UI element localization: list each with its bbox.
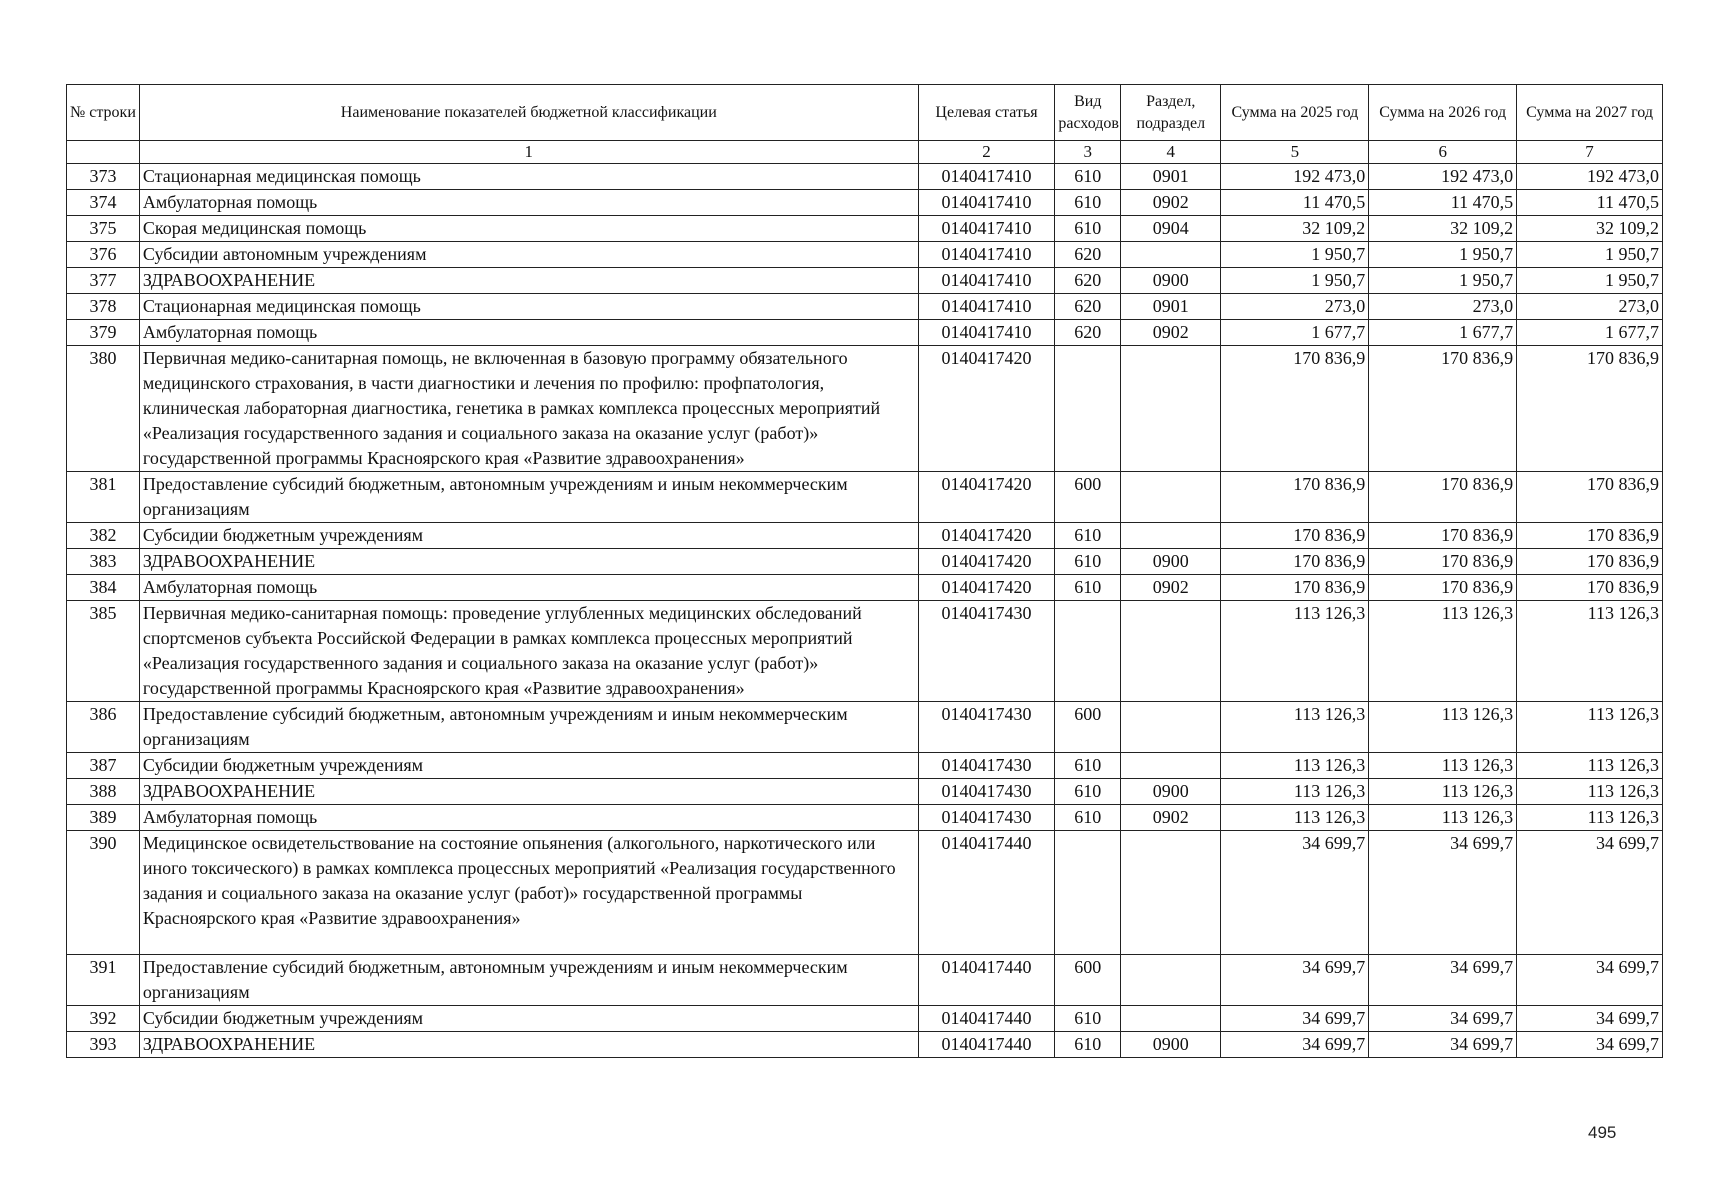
row-expense-type: 610: [1055, 523, 1121, 549]
table-row: [67, 779, 1663, 805]
row-sum-2025: 273,0: [1221, 294, 1369, 320]
row-target-article: 0140417430: [918, 702, 1055, 753]
row-sum-2026: 113 126,3: [1369, 805, 1517, 831]
row-sum-2025: 113 126,3: [1221, 753, 1369, 779]
row-name: ЗДРАВООХРАНЕНИЕ: [139, 549, 918, 575]
row-target-article: 0140417420: [918, 575, 1055, 601]
row-number: 384: [67, 575, 140, 601]
table-row: [67, 216, 1663, 242]
budget-table: [66, 84, 1663, 1058]
row-expense-type: 610: [1055, 549, 1121, 575]
row-section: [1121, 702, 1221, 753]
row-section: 0901: [1121, 164, 1221, 190]
row-section: 0900: [1121, 549, 1221, 575]
header-section: Раздел, подраздел: [1121, 85, 1221, 141]
row-section: [1121, 242, 1221, 268]
row-expense-type: 600: [1055, 702, 1121, 753]
row-sum-2026: 34 699,7: [1369, 955, 1517, 1006]
row-name: Субсидии бюджетным учреждениям: [139, 1006, 918, 1032]
row-sum-2027: 11 470,5: [1517, 190, 1663, 216]
row-sum-2025: 1 677,7: [1221, 320, 1369, 346]
row-sum-2026: 113 126,3: [1369, 779, 1517, 805]
column-number: 5: [1221, 141, 1369, 164]
row-number: 381: [67, 472, 140, 523]
row-section: [1121, 601, 1221, 702]
row-number: 375: [67, 216, 140, 242]
row-expense-type: 620: [1055, 320, 1121, 346]
row-target-article: 0140417410: [918, 216, 1055, 242]
row-expense-type: 610: [1055, 1032, 1121, 1058]
row-sum-2027: 34 699,7: [1517, 1032, 1663, 1058]
row-sum-2025: 34 699,7: [1221, 831, 1369, 955]
row-number: 374: [67, 190, 140, 216]
page-number: 495: [1588, 1123, 1617, 1142]
row-target-article: 0140417430: [918, 753, 1055, 779]
row-sum-2027: 1 950,7: [1517, 268, 1663, 294]
row-sum-2026: 113 126,3: [1369, 753, 1517, 779]
row-number: 382: [67, 523, 140, 549]
row-sum-2026: 11 470,5: [1369, 190, 1517, 216]
row-number: 385: [67, 601, 140, 702]
row-expense-type: 610: [1055, 190, 1121, 216]
table-row: [67, 268, 1663, 294]
table-row: [67, 1032, 1663, 1058]
row-sum-2026: 192 473,0: [1369, 164, 1517, 190]
row-name: Стационарная медицинская помощь: [139, 164, 918, 190]
row-sum-2027: 192 473,0: [1517, 164, 1663, 190]
row-target-article: 0140417440: [918, 1032, 1055, 1058]
header-sum-2026: Сумма на 2026 год: [1369, 85, 1517, 141]
header-expense-type: Вид расходов: [1055, 85, 1121, 141]
row-name: Амбулаторная помощь: [139, 805, 918, 831]
column-number: 2: [918, 141, 1055, 164]
row-name: ЗДРАВООХРАНЕНИЕ: [139, 1032, 918, 1058]
table-row: [67, 831, 1663, 955]
row-section: 0902: [1121, 805, 1221, 831]
table-row: [67, 294, 1663, 320]
row-sum-2025: 170 836,9: [1221, 523, 1369, 549]
row-section: 0901: [1121, 294, 1221, 320]
row-sum-2026: 170 836,9: [1369, 549, 1517, 575]
row-number: 377: [67, 268, 140, 294]
row-name: Субсидии бюджетным учреждениям: [139, 753, 918, 779]
row-sum-2025: 32 109,2: [1221, 216, 1369, 242]
table-row: [67, 805, 1663, 831]
row-expense-type: 610: [1055, 753, 1121, 779]
row-sum-2025: 113 126,3: [1221, 805, 1369, 831]
row-sum-2025: 113 126,3: [1221, 702, 1369, 753]
row-number: 376: [67, 242, 140, 268]
row-sum-2027: 113 126,3: [1517, 753, 1663, 779]
row-sum-2027: 170 836,9: [1517, 523, 1663, 549]
row-section: [1121, 523, 1221, 549]
row-target-article: 0140417420: [918, 472, 1055, 523]
row-sum-2025: 1 950,7: [1221, 242, 1369, 268]
table-row: [67, 190, 1663, 216]
row-name: Скорая медицинская помощь: [139, 216, 918, 242]
row-sum-2026: 273,0: [1369, 294, 1517, 320]
table-row: [67, 346, 1663, 472]
row-name: Субсидии бюджетным учреждениям: [139, 523, 918, 549]
row-number: 383: [67, 549, 140, 575]
row-number: 386: [67, 702, 140, 753]
row-sum-2026: 1 677,7: [1369, 320, 1517, 346]
row-target-article: 0140417410: [918, 242, 1055, 268]
row-name: Субсидии автономным учреждениям: [139, 242, 918, 268]
row-target-article: 0140417420: [918, 549, 1055, 575]
row-expense-type: 620: [1055, 242, 1121, 268]
header-sum-2025: Сумма на 2025 год: [1221, 85, 1369, 141]
row-name: Предоставление субсидий бюджетным, автономным учреждениям и иным некоммерческим организациям: [139, 955, 918, 1006]
column-number: 7: [1517, 141, 1663, 164]
row-sum-2025: 170 836,9: [1221, 346, 1369, 472]
table-row: [67, 601, 1663, 702]
row-expense-type: 610: [1055, 779, 1121, 805]
row-sum-2026: 170 836,9: [1369, 523, 1517, 549]
row-sum-2027: 113 126,3: [1517, 702, 1663, 753]
row-section: [1121, 831, 1221, 955]
row-number: 380: [67, 346, 140, 472]
row-target-article: 0140417430: [918, 601, 1055, 702]
row-sum-2025: 11 470,5: [1221, 190, 1369, 216]
header-name: Наименование показателей бюджетной классификации: [139, 85, 918, 141]
row-number: 373: [67, 164, 140, 190]
row-expense-type: [1055, 831, 1121, 955]
row-name: ЗДРАВООХРАНЕНИЕ: [139, 268, 918, 294]
row-expense-type: 610: [1055, 164, 1121, 190]
column-number: 1: [139, 141, 918, 164]
row-sum-2027: 113 126,3: [1517, 805, 1663, 831]
row-sum-2027: 170 836,9: [1517, 575, 1663, 601]
row-section: [1121, 955, 1221, 1006]
column-number: 6: [1369, 141, 1517, 164]
row-sum-2027: 170 836,9: [1517, 549, 1663, 575]
table-row: [67, 320, 1663, 346]
column-number-blank: [67, 141, 140, 164]
row-section: 0904: [1121, 216, 1221, 242]
row-sum-2026: 1 950,7: [1369, 268, 1517, 294]
table-row: [67, 1006, 1663, 1032]
row-name: ЗДРАВООХРАНЕНИЕ: [139, 779, 918, 805]
row-name: Предоставление субсидий бюджетным, автономным учреждениям и иным некоммерческим организациям: [139, 702, 918, 753]
row-sum-2027: 113 126,3: [1517, 779, 1663, 805]
row-expense-type: 600: [1055, 955, 1121, 1006]
budget-document-page: [66, 84, 1663, 1058]
row-section: 0900: [1121, 1032, 1221, 1058]
row-sum-2026: 32 109,2: [1369, 216, 1517, 242]
header-target-article: Целевая статья: [918, 85, 1055, 141]
row-section: 0900: [1121, 268, 1221, 294]
row-sum-2026: 170 836,9: [1369, 575, 1517, 601]
row-sum-2026: 1 950,7: [1369, 242, 1517, 268]
row-section: [1121, 1006, 1221, 1032]
row-number: 391: [67, 955, 140, 1006]
table-row: [67, 549, 1663, 575]
header-sum-2027: Сумма на 2027 год: [1517, 85, 1663, 141]
table-row: [67, 472, 1663, 523]
row-expense-type: 610: [1055, 216, 1121, 242]
row-number: 390: [67, 831, 140, 955]
row-sum-2025: 113 126,3: [1221, 601, 1369, 702]
row-sum-2027: 170 836,9: [1517, 472, 1663, 523]
row-name: Первичная медико-санитарная помощь: проведение углубленных медицинских обследований спортсменов субъекта Российской Федерации в рамках комплекса процессных мероприятий «Реализация государственного задания и социального заказа на оказание услуг (работ)» государственной программы Красноярского края «Развитие здравоохранения»: [139, 601, 918, 702]
row-expense-type: 620: [1055, 268, 1121, 294]
row-target-article: 0140417430: [918, 805, 1055, 831]
row-sum-2026: 170 836,9: [1369, 346, 1517, 472]
row-expense-type: 600: [1055, 472, 1121, 523]
row-sum-2025: 170 836,9: [1221, 575, 1369, 601]
row-target-article: 0140417410: [918, 164, 1055, 190]
row-section: 0902: [1121, 190, 1221, 216]
header-row-number: № строки: [67, 85, 140, 141]
row-expense-type: [1055, 601, 1121, 702]
table-row: [67, 575, 1663, 601]
table-row: [67, 242, 1663, 268]
row-sum-2026: 170 836,9: [1369, 472, 1517, 523]
row-target-article: 0140417440: [918, 955, 1055, 1006]
row-sum-2027: 32 109,2: [1517, 216, 1663, 242]
row-section: 0902: [1121, 320, 1221, 346]
row-sum-2027: 34 699,7: [1517, 1006, 1663, 1032]
row-number: 378: [67, 294, 140, 320]
row-target-article: 0140417410: [918, 190, 1055, 216]
row-sum-2027: 170 836,9: [1517, 346, 1663, 472]
row-expense-type: 610: [1055, 575, 1121, 601]
row-sum-2027: 34 699,7: [1517, 831, 1663, 955]
row-number: 387: [67, 753, 140, 779]
row-sum-2025: 170 836,9: [1221, 549, 1369, 575]
row-sum-2025: 170 836,9: [1221, 472, 1369, 523]
row-number: 379: [67, 320, 140, 346]
row-sum-2027: 34 699,7: [1517, 955, 1663, 1006]
row-sum-2026: 113 126,3: [1369, 702, 1517, 753]
row-name: Первичная медико-санитарная помощь, не включенная в базовую программу обязательного медицинского страхования, в части диагностики и лечения по профилю: профпатология, клиническая лабораторная диагностика, генетика в рамках комплекса процессных мероприятий «Реализация государственного задания и социального заказа на оказание услуг (работ)» государственной программы Красноярского края «Развитие здравоохранения»: [139, 346, 918, 472]
row-section: [1121, 753, 1221, 779]
row-sum-2026: 34 699,7: [1369, 831, 1517, 955]
row-target-article: 0140417420: [918, 523, 1055, 549]
row-name: Стационарная медицинская помощь: [139, 294, 918, 320]
row-sum-2025: 192 473,0: [1221, 164, 1369, 190]
row-number: 389: [67, 805, 140, 831]
row-name: Амбулаторная помощь: [139, 320, 918, 346]
row-sum-2025: 1 950,7: [1221, 268, 1369, 294]
row-section: 0902: [1121, 575, 1221, 601]
row-target-article: 0140417440: [918, 1006, 1055, 1032]
row-section: [1121, 472, 1221, 523]
column-number-row: [67, 141, 1663, 164]
row-sum-2027: 273,0: [1517, 294, 1663, 320]
row-sum-2025: 34 699,7: [1221, 1006, 1369, 1032]
row-name: Амбулаторная помощь: [139, 190, 918, 216]
row-sum-2025: 34 699,7: [1221, 955, 1369, 1006]
row-sum-2027: 113 126,3: [1517, 601, 1663, 702]
table-body: [67, 164, 1663, 1058]
row-expense-type: [1055, 346, 1121, 472]
row-sum-2027: 1 677,7: [1517, 320, 1663, 346]
table-row: [67, 955, 1663, 1006]
column-number: 3: [1055, 141, 1121, 164]
row-expense-type: 610: [1055, 1006, 1121, 1032]
table-row: [67, 753, 1663, 779]
row-target-article: 0140417410: [918, 294, 1055, 320]
row-target-article: 0140417410: [918, 320, 1055, 346]
row-number: 388: [67, 779, 140, 805]
column-number: 4: [1121, 141, 1221, 164]
row-sum-2025: 113 126,3: [1221, 779, 1369, 805]
row-target-article: 0140417430: [918, 779, 1055, 805]
table-row: [67, 164, 1663, 190]
row-sum-2026: 113 126,3: [1369, 601, 1517, 702]
row-name: Амбулаторная помощь: [139, 575, 918, 601]
row-sum-2025: 34 699,7: [1221, 1032, 1369, 1058]
row-sum-2027: 1 950,7: [1517, 242, 1663, 268]
row-target-article: 0140417420: [918, 346, 1055, 472]
row-expense-type: 610: [1055, 805, 1121, 831]
row-target-article: 0140417410: [918, 268, 1055, 294]
row-sum-2026: 34 699,7: [1369, 1006, 1517, 1032]
table-row: [67, 523, 1663, 549]
row-name: Предоставление субсидий бюджетным, автономным учреждениям и иным некоммерческим организациям: [139, 472, 918, 523]
table-row: [67, 702, 1663, 753]
row-section: 0900: [1121, 779, 1221, 805]
row-name: Медицинское освидетельствование на состояние опьянения (алкогольного, наркотического или иного токсического) в рамках комплекса процессных мероприятий «Реализация государственного задания и социального заказа на оказание услуг (работ)» государственной программы Красноярского края «Развитие здравоохранения»: [139, 831, 918, 955]
row-number: 392: [67, 1006, 140, 1032]
row-target-article: 0140417440: [918, 831, 1055, 955]
table-header-row: [67, 85, 1663, 141]
row-number: 393: [67, 1032, 140, 1058]
row-sum-2026: 34 699,7: [1369, 1032, 1517, 1058]
row-expense-type: 620: [1055, 294, 1121, 320]
row-section: [1121, 346, 1221, 472]
